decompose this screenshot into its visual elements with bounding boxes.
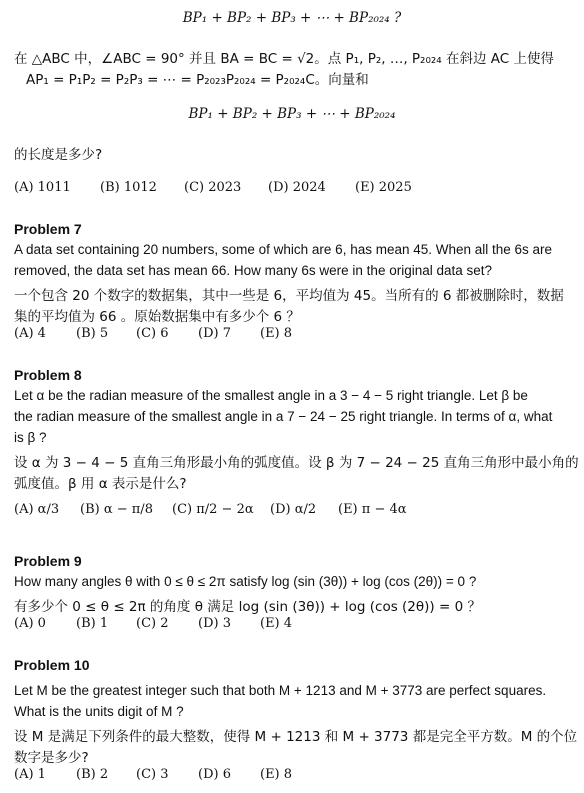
p7-choice-b: (B) 5 xyxy=(76,326,109,341)
p6-choice-c: (C) 2023 xyxy=(184,180,242,195)
p10-choice-d: (D) 6 xyxy=(198,767,231,782)
p8-choice-d: (D) α/2 xyxy=(270,502,317,517)
p10-choice-a: (A) 1 xyxy=(14,767,46,782)
top-vector-sum: BP₁ + BP₂ + BP₃ + ⋯ + BP₂₀₂₄ ? xyxy=(182,10,402,26)
p8-en-line3: is β ? xyxy=(14,430,47,445)
p7-zh-line2: 集的平均值为 66 。原始数据集中有多少个 6 ？ xyxy=(14,309,300,325)
p9-choice-c: (C) 2 xyxy=(136,616,169,631)
p10-zh-line2: 数字是多少? xyxy=(14,750,89,766)
p8-choice-b: (B) α − π/8 xyxy=(80,502,153,517)
p9-en-line1: How many angles θ with 0 ≤ θ ≤ 2π satisfy log (sin (3θ)) + log (cos (2θ)) = 0 ? xyxy=(14,574,477,589)
p7-choice-d: (D) 7 xyxy=(198,326,231,341)
p7-heading: Problem 7 xyxy=(14,221,82,237)
p8-zh-line1: 设 α 为 3 − 4 − 5 直角三角形最小角的弧度值。设 β 为 7 − 24 − 25 直角三角形中最小角的 xyxy=(14,455,579,471)
p9-choice-b: (B) 1 xyxy=(76,616,109,631)
p8-choice-c: (C) π/2 − 2α xyxy=(172,502,254,517)
p10-choice-c: (C) 3 xyxy=(136,767,169,782)
p9-choice-e: (E) 4 xyxy=(260,616,293,631)
p10-zh-line1: 设 M 是满足下列条件的最大整数，使得 M + 1213 和 M + 3773 都是完全平方数。M 的个位 xyxy=(14,729,578,745)
p10-heading: Problem 10 xyxy=(14,657,90,673)
p9-zh-line1: 有多少个 0 ≤ θ ≤ 2π 的角度 θ 满足 log (sin (3θ)) + log (cos (2θ)) = 0 ？ xyxy=(14,599,481,615)
p8-choice-a: (A) α/3 xyxy=(14,502,60,517)
p6-vector-sum: BP₁ + BP₂ + BP₃ + ⋯ + BP₂₀₂₄ xyxy=(188,106,396,122)
p7-en-line2: removed, the data set has mean 66. How many 6s were in the original data set? xyxy=(14,263,493,278)
p8-choice-e: (E) π − 4α xyxy=(338,502,407,517)
p8-heading: Problem 8 xyxy=(14,367,82,383)
p7-choice-e: (E) 8 xyxy=(260,326,293,341)
p9-choice-d: (D) 3 xyxy=(198,616,231,631)
p6-zh-line1: 在 △ABC 中，∠ABC = 90° 并且 BA = BC = √2。点 P₁, P₂, …, P₂₀₂₄ 在斜边 AC 上使得 xyxy=(14,51,554,67)
p6-choice-b: (B) 1012 xyxy=(100,180,157,195)
p6-choice-d: (D) 2024 xyxy=(268,180,326,195)
p7-en-line1: A data set containing 20 numbers, some of which are 6, has mean 45. When all the 6s are xyxy=(14,242,553,257)
p8-en-line2: the radian measure of the smallest angle in a 7 − 24 − 25 right triangle. In terms of α, what xyxy=(14,409,553,424)
p7-choice-c: (C) 6 xyxy=(136,326,169,341)
p6-choice-a: (A) 1011 xyxy=(14,180,71,195)
p6-choice-e: (E) 2025 xyxy=(355,180,412,195)
p10-en-line1: Let M be the greatest integer such that both M + 1213 and M + 3773 are perfect squares. xyxy=(14,683,547,698)
p10-choice-e: (E) 8 xyxy=(260,767,293,782)
p7-zh-line1: 一个包含 20 个数字的数据集，其中一些是 6，平均值为 45。当所有的 6 都被删除时，数据 xyxy=(14,288,564,304)
p9-heading: Problem 9 xyxy=(14,553,82,569)
p7-choice-a: (A) 4 xyxy=(14,326,46,341)
p9-choice-a: (A) 0 xyxy=(14,616,46,631)
p6-zh-line3: 的长度是多少? xyxy=(14,147,103,163)
p10-en-line2: What is the units digit of M ? xyxy=(14,704,184,719)
p6-zh-line2: AP₁ = P₁P₂ = P₂P₃ = ⋯ = P₂₀₂₃P₂₀₂₄ = P₂₀₂₄C。向量和 xyxy=(26,72,369,88)
p10-choice-b: (B) 2 xyxy=(76,767,109,782)
p8-zh-line2: 弧度值。β 用 α 表示是什么? xyxy=(14,476,187,492)
p8-en-line1: Let α be the radian measure of the smallest angle in a 3 − 4 − 5 right triangle. Let β be xyxy=(14,388,528,403)
